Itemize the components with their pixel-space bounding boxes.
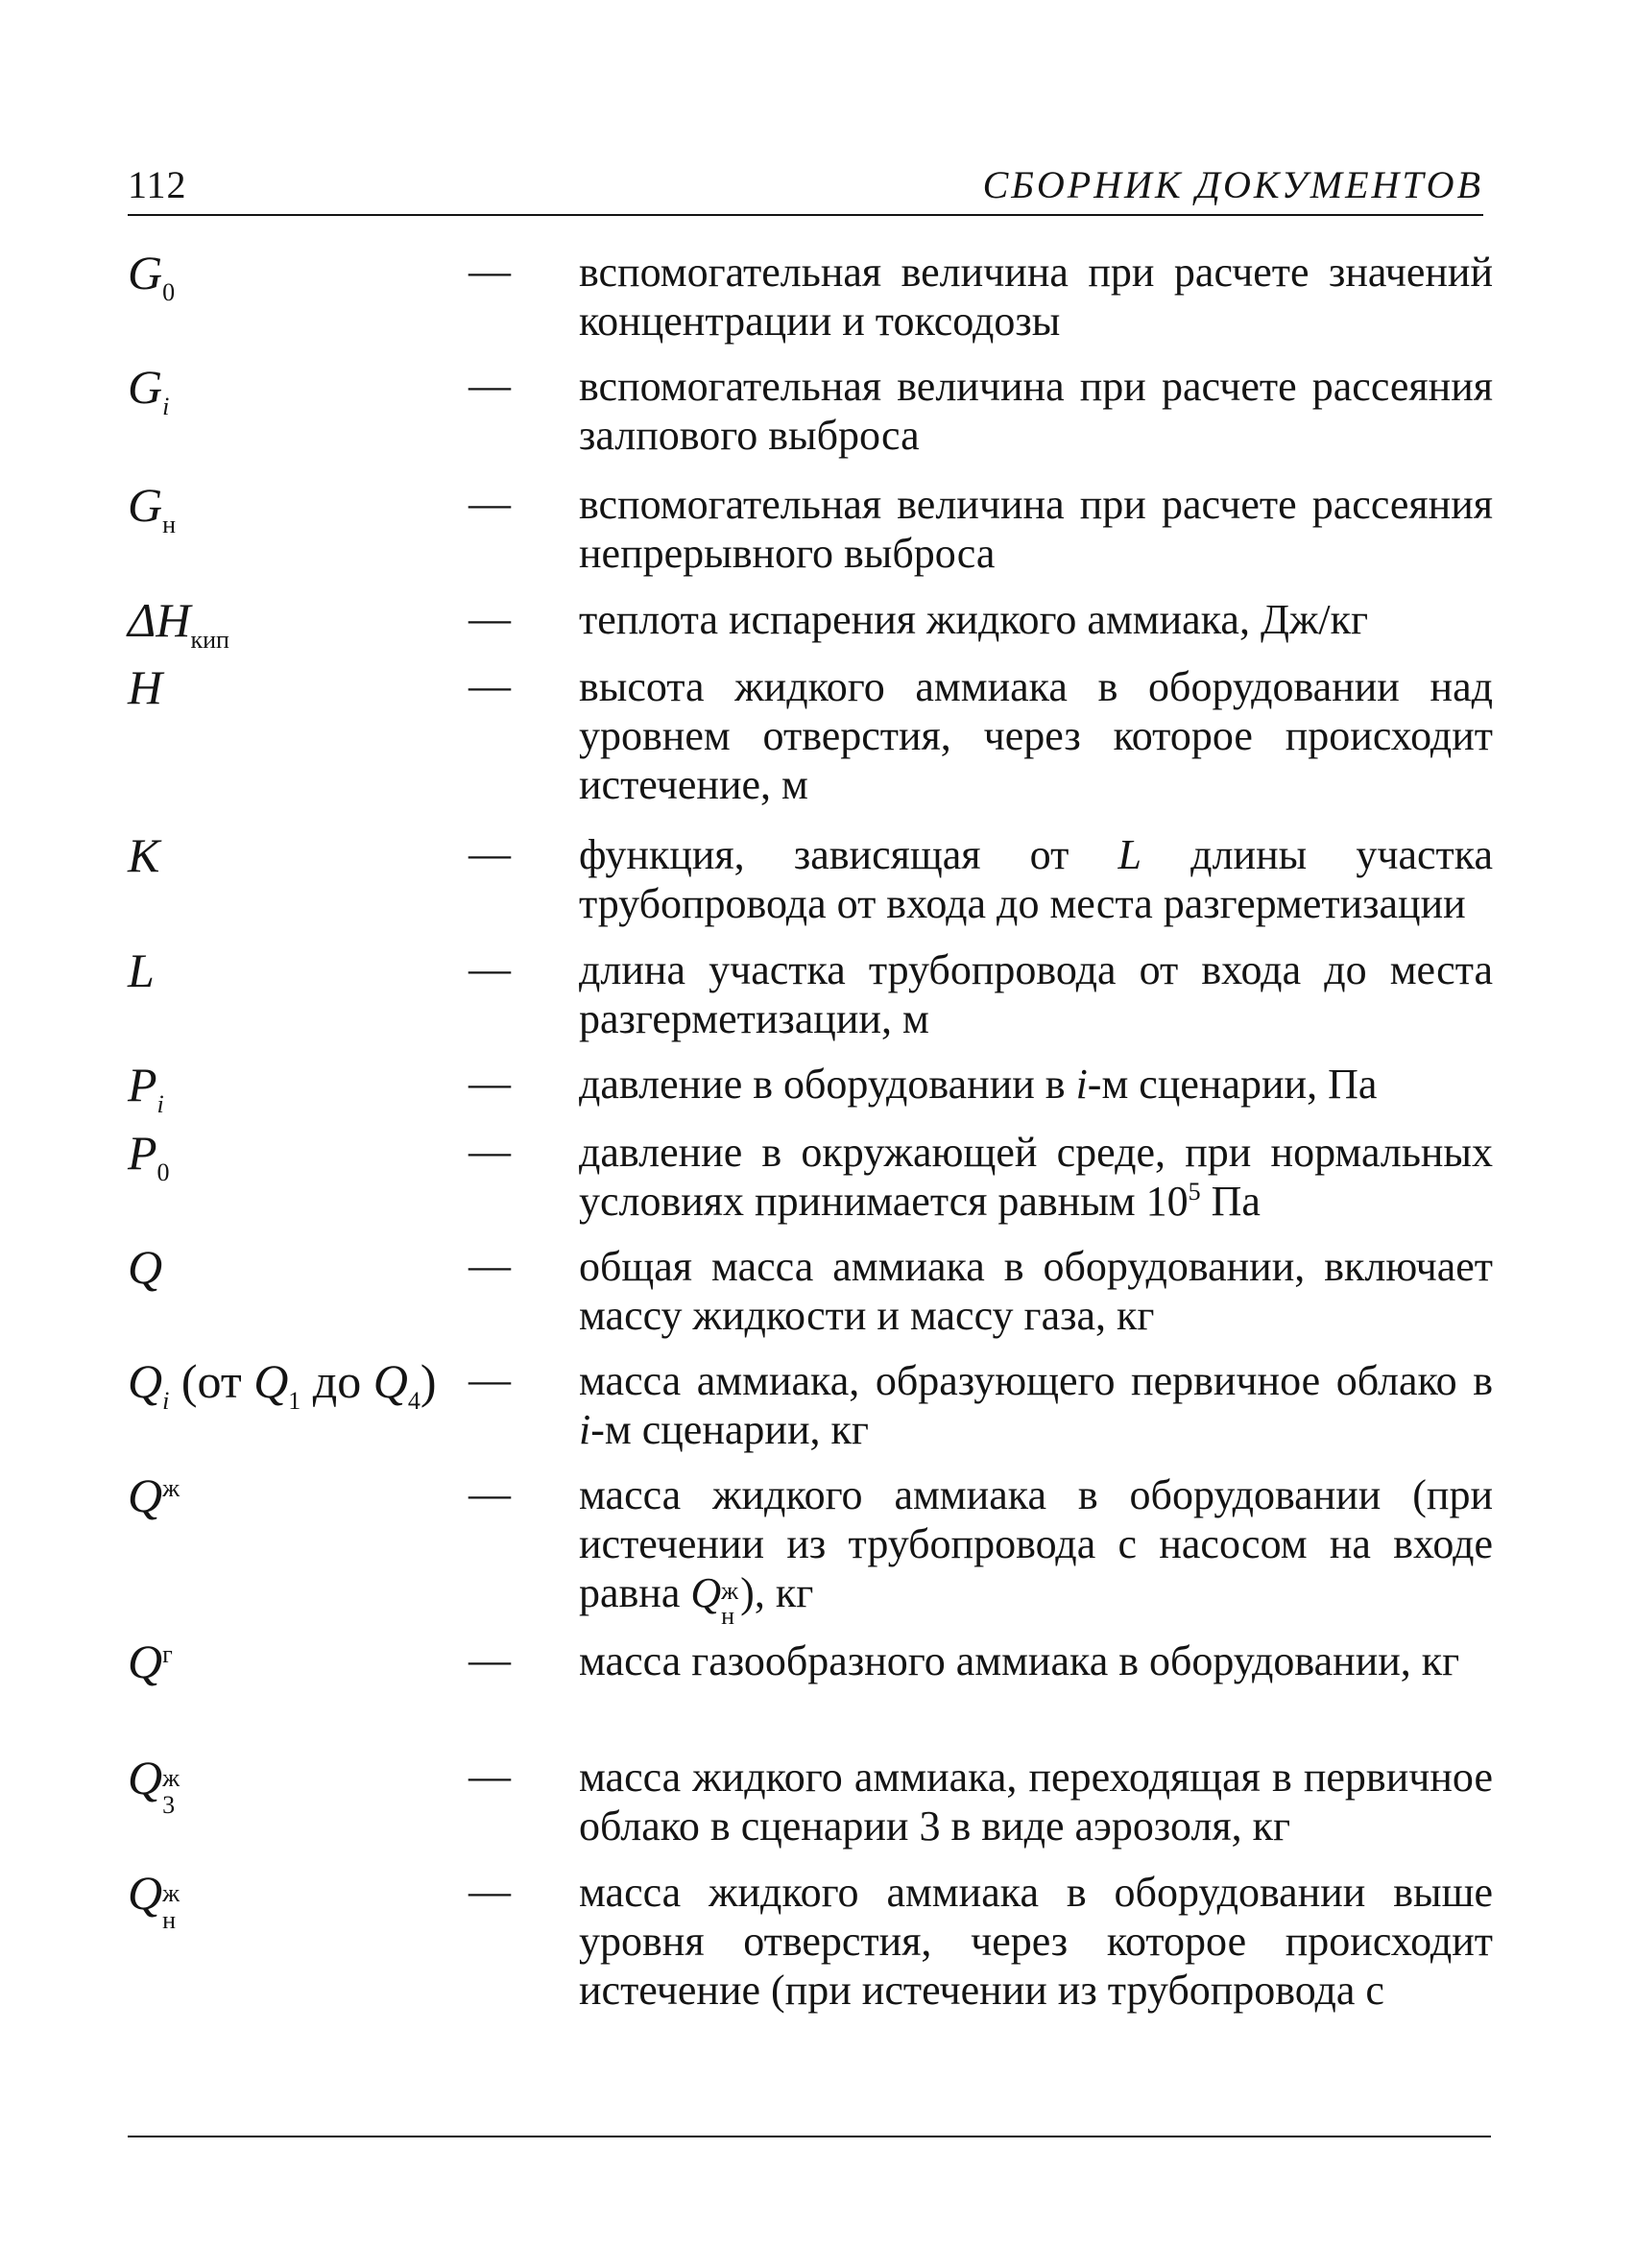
entry-dash: —: [469, 830, 511, 877]
entry-description: давление в окружающей среде, при нормальных условиях принимается равным $10^5$ Па: [579, 1129, 1493, 1225]
entry-symbol: $G_н$: [128, 478, 177, 538]
entry-dash: —: [469, 248, 511, 295]
entry-description: масса аммиака, образующего первичное облако в i-м сценарии, кг: [579, 1357, 1493, 1453]
entry-description: высота жидкого аммиака в оборудовании над уровнем отверстия, через которое происходит истечение, м: [579, 663, 1493, 808]
entry-dash: —: [469, 945, 511, 992]
page-header: [128, 156, 1483, 214]
entry-dash: —: [469, 1470, 511, 1517]
entry-description: функция, зависящая от L длины участка трубопровода от входа до места разгерметизации: [579, 831, 1494, 927]
entry-dash: —: [469, 480, 511, 527]
entry-symbol: $P_0$: [128, 1126, 170, 1186]
entry-dash: —: [469, 1753, 511, 1800]
entry-dash: —: [469, 1242, 511, 1289]
entry-description: вспомогательная величина при расчете рассеяния непрерывного выброса: [579, 481, 1493, 577]
entry-dash: —: [469, 362, 511, 409]
entry-symbol: Q ж н: [128, 1866, 180, 1934]
entry-symbol: Q: [128, 1240, 163, 1294]
entry-dash: —: [469, 1356, 511, 1403]
running-title: СБОРНИК ДОКУМЕНТОВ: [982, 163, 1483, 206]
entry-symbol: $Q^г$: [128, 1635, 173, 1688]
footer-rule: [128, 2136, 1491, 2137]
entry-dash: —: [469, 595, 511, 642]
entry-symbol: Q ж 3: [128, 1751, 180, 1819]
entry-description: длина участка трубопровода от входа до места разгерметизации, м: [579, 946, 1493, 1042]
entry-description: масса жидкого аммиака, переходящая в первичное облако в сценарии 3 в виде аэрозоля, кг: [579, 1754, 1493, 1850]
entry-symbol: K: [128, 828, 160, 882]
entry-dash: —: [469, 1060, 511, 1107]
entry-description: вспомогательная величина при расчете значений концентрации и токсодозы: [579, 249, 1493, 345]
page-number: 112: [128, 163, 187, 206]
entry-symbol: $Q_i$ (от $Q_1$ до $Q_4$): [128, 1354, 437, 1415]
entry-symbol: $Q^ж$: [128, 1468, 180, 1522]
entry-dash: —: [469, 662, 511, 709]
entry-symbol: L: [128, 943, 155, 997]
entry-dash: —: [469, 1868, 511, 1915]
entry-description: вспомогательная величина при расчете рассеяния залпового выброса: [579, 363, 1493, 459]
entry-symbol: $P_i$: [128, 1058, 164, 1118]
entry-description: давление в оборудовании в i-м сценарии, Па: [579, 1061, 1378, 1108]
entry-symbol: $G_i$: [128, 360, 170, 420]
entry-description: масса газообразного аммиака в оборудовании, кг: [579, 1637, 1460, 1684]
entry-dash: —: [469, 1636, 511, 1683]
header-rule: [128, 214, 1483, 216]
entry-description: теплота испарения жидкого аммиака, Дж/кг: [579, 596, 1369, 643]
entry-symbol: H: [128, 660, 163, 714]
entry-description: общая масса аммиака в оборудовании, включает массу жидкости и массу газа, кг: [579, 1243, 1493, 1339]
entry-dash: —: [469, 1128, 511, 1175]
entry-description: масса жидкого аммиака в оборудовании выше уровня отверстия, через которое происходит истечение (при истечении из трубопровода с: [579, 1869, 1493, 2014]
entry-description: масса жидкого аммиака в оборудовании (при истечении из трубопровода с насосом на входе равна Q ж н ), кг: [579, 1471, 1493, 1630]
entry-symbol: $G_0$: [128, 246, 176, 306]
entry-symbol: $\Delta H_{кип}$: [128, 593, 229, 654]
